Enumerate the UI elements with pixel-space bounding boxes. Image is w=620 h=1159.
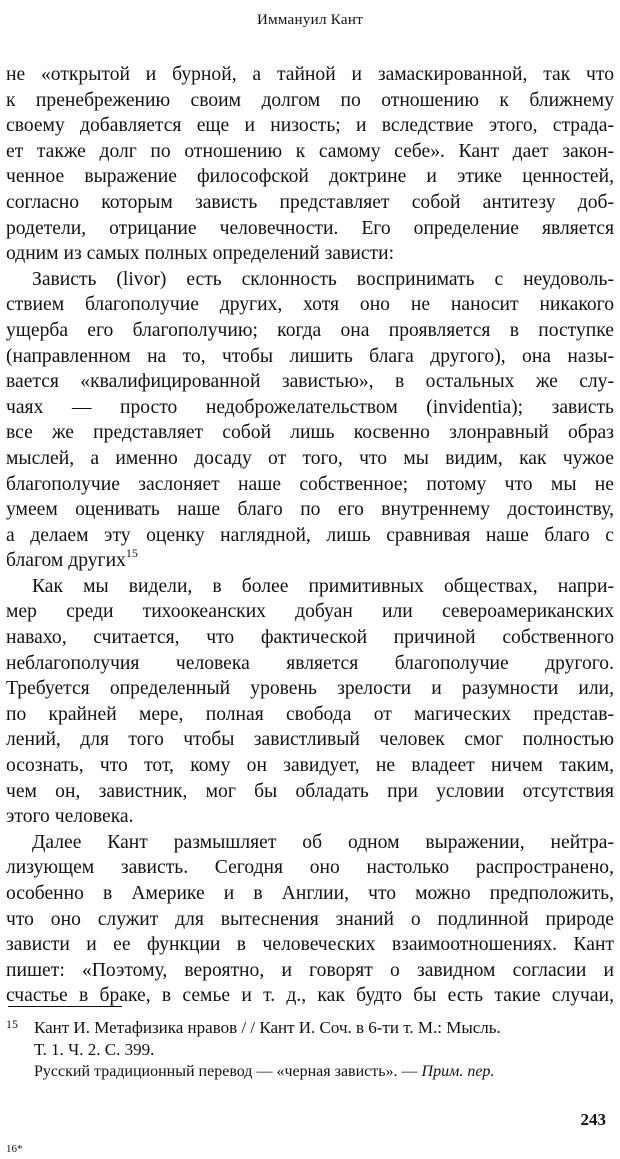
body-text bbox=[6, 62, 614, 1009]
text-line-content: этого человека. bbox=[6, 806, 134, 828]
text-line bbox=[6, 369, 614, 395]
text-line-content: родетели, отрицание человечности. Его определение является bbox=[6, 217, 614, 239]
text-line bbox=[6, 804, 614, 830]
translator-note-text: Русский традиционный перевод — «черная зависть». — bbox=[34, 1063, 422, 1080]
text-line-content: мыслей, а именно досаду от того, что мы видим, как чужое bbox=[6, 447, 614, 469]
text-line-content: Требуется определенный уровень зрелости и разумности или, bbox=[6, 678, 614, 700]
text-line-content: (направленном на то, чтобы лишить блага другого), она назы- bbox=[6, 345, 614, 367]
text-line-content: Как мы видели, в более примитивных обществах, напри- bbox=[32, 575, 614, 597]
text-line bbox=[6, 548, 614, 574]
text-line-content: все же представляет собой лишь косвенно злонравный образ bbox=[6, 422, 614, 444]
text-line bbox=[6, 420, 614, 446]
text-line-content: чаях — просто недоброжелательством (invidentia); зависть bbox=[6, 396, 614, 418]
text-line-content: ченное выражение философской доктрине и этике ценностей, bbox=[6, 166, 614, 188]
translator-note bbox=[34, 1061, 614, 1083]
text-line bbox=[6, 625, 614, 651]
text-line bbox=[6, 216, 614, 242]
text-line-content: ствием благополучие других, хотя оно не наносит никакого bbox=[6, 294, 614, 316]
signature-mark: 16* bbox=[6, 1143, 23, 1155]
text-line bbox=[6, 727, 614, 753]
text-line-content: чем он, завистник, мог бы обладать при условии отсутствия bbox=[6, 780, 614, 802]
text-line-content: к пренебрежению своим долгом по отношению к ближнему bbox=[6, 89, 614, 111]
text-line bbox=[6, 113, 614, 139]
text-line bbox=[6, 958, 614, 984]
text-line-content: лизующем зависть. Сегодня оно настолько распространено, bbox=[6, 857, 614, 879]
text-line bbox=[6, 318, 614, 344]
text-line-content: ущерба его благополучию; когда она проявляется в поступке bbox=[6, 319, 614, 341]
footnote-citation-line-2: Т. 1. Ч. 2. С. 399. bbox=[34, 1040, 155, 1059]
text-line bbox=[6, 779, 614, 805]
text-line-content: неблагополучия человека является благополучие другого. bbox=[6, 652, 614, 674]
text-line bbox=[6, 855, 614, 881]
text-line-content: не «открытой и бурной, а тайной и замаскированной, так что bbox=[6, 64, 614, 85]
text-line bbox=[6, 574, 614, 600]
text-line-content: Далее Кант размышляет об одном выражении, нейтра- bbox=[32, 831, 614, 853]
text-line-content: умеем оценивать наше благо по его внутреннему достоинству, bbox=[6, 499, 614, 521]
text-line-content: лений, для того чтобы завистливый человек смог полностью bbox=[6, 729, 614, 751]
text-line bbox=[6, 190, 614, 216]
text-line-content: зависти и ее функции в человеческих взаимоотношениях. Кант bbox=[6, 934, 614, 956]
text-line bbox=[6, 139, 614, 165]
text-line bbox=[6, 267, 614, 293]
page-number: 243 bbox=[580, 1110, 606, 1129]
text-line-content: счастье в браке, в семье и т. д., как будто бы есть такие случаи, bbox=[6, 985, 614, 1007]
text-line-content: навахо, считается, что фактической причиной собственного bbox=[6, 627, 614, 649]
footnote-number: 15 bbox=[6, 1017, 18, 1031]
text-line-content: что оно служит для вытеснения знаний о подлинной природе bbox=[6, 908, 614, 930]
text-line-content: а делаем эту оценку наглядной, лишь сравнивая наше благо с bbox=[6, 524, 614, 546]
text-line bbox=[6, 497, 614, 523]
running-head: Иммануил Кант bbox=[256, 12, 364, 28]
footnote-marker: 15 bbox=[125, 546, 138, 561]
text-line-content: по крайней мере, полная свобода от магических представ- bbox=[6, 703, 614, 725]
footnote-citation-line-1: Кант И. Метафизика нравов / / Кант И. Соч. в 6-ти т. М.: Мысль. bbox=[34, 1018, 501, 1037]
text-line-content: мер среди тихоокеанских добуан или североамериканских bbox=[6, 601, 614, 623]
text-line bbox=[6, 753, 614, 779]
text-line-content: согласно которым зависть представляет собой антитезу доб- bbox=[6, 191, 614, 213]
text-line-content: особенно в Америке и в Англии, что можно предположить, bbox=[6, 883, 614, 904]
text-line bbox=[6, 344, 614, 370]
text-line bbox=[6, 830, 614, 856]
translator-note-credit: Прим. пер. bbox=[421, 1063, 495, 1080]
text-line bbox=[6, 599, 614, 625]
text-line-content: благополучие заслоняет наше собственное; потому что мы не bbox=[6, 473, 614, 495]
text-line-content: одним из самых полных определений зависти: bbox=[6, 243, 395, 265]
text-line bbox=[6, 651, 614, 677]
text-line-content: благом других bbox=[6, 550, 126, 572]
text-line bbox=[6, 395, 614, 421]
text-line bbox=[6, 676, 614, 702]
text-line-content: своему добавляется еще и низость; и вследствие этого, страда- bbox=[6, 115, 614, 137]
text-line bbox=[6, 932, 614, 958]
footnote bbox=[6, 1017, 614, 1083]
text-line-content: пишет: «Поэтому, вероятно, и говорят о завидном согласии и bbox=[6, 959, 614, 981]
footnote-rule bbox=[8, 1006, 122, 1007]
text-line bbox=[6, 164, 614, 190]
text-line bbox=[6, 881, 614, 907]
text-line bbox=[6, 446, 614, 472]
text-line bbox=[6, 241, 614, 267]
text-line-content: вается «квалифицированной завистью», в остальных же слу- bbox=[6, 371, 614, 393]
text-line bbox=[6, 88, 614, 114]
text-line bbox=[6, 702, 614, 728]
text-line bbox=[6, 907, 614, 933]
text-line bbox=[6, 292, 614, 318]
text-line bbox=[6, 62, 614, 88]
text-line bbox=[6, 523, 614, 549]
text-line bbox=[6, 472, 614, 498]
text-line-content: Зависть (livor) есть склонность воспринимать с неудоволь- bbox=[32, 268, 614, 290]
text-line-content: ет также долг по отношению к самому себе». Кант дает закон- bbox=[6, 140, 614, 162]
text-line-content: осознать, что тот, кому он завидует, не владеет ничем таким, bbox=[6, 755, 614, 777]
